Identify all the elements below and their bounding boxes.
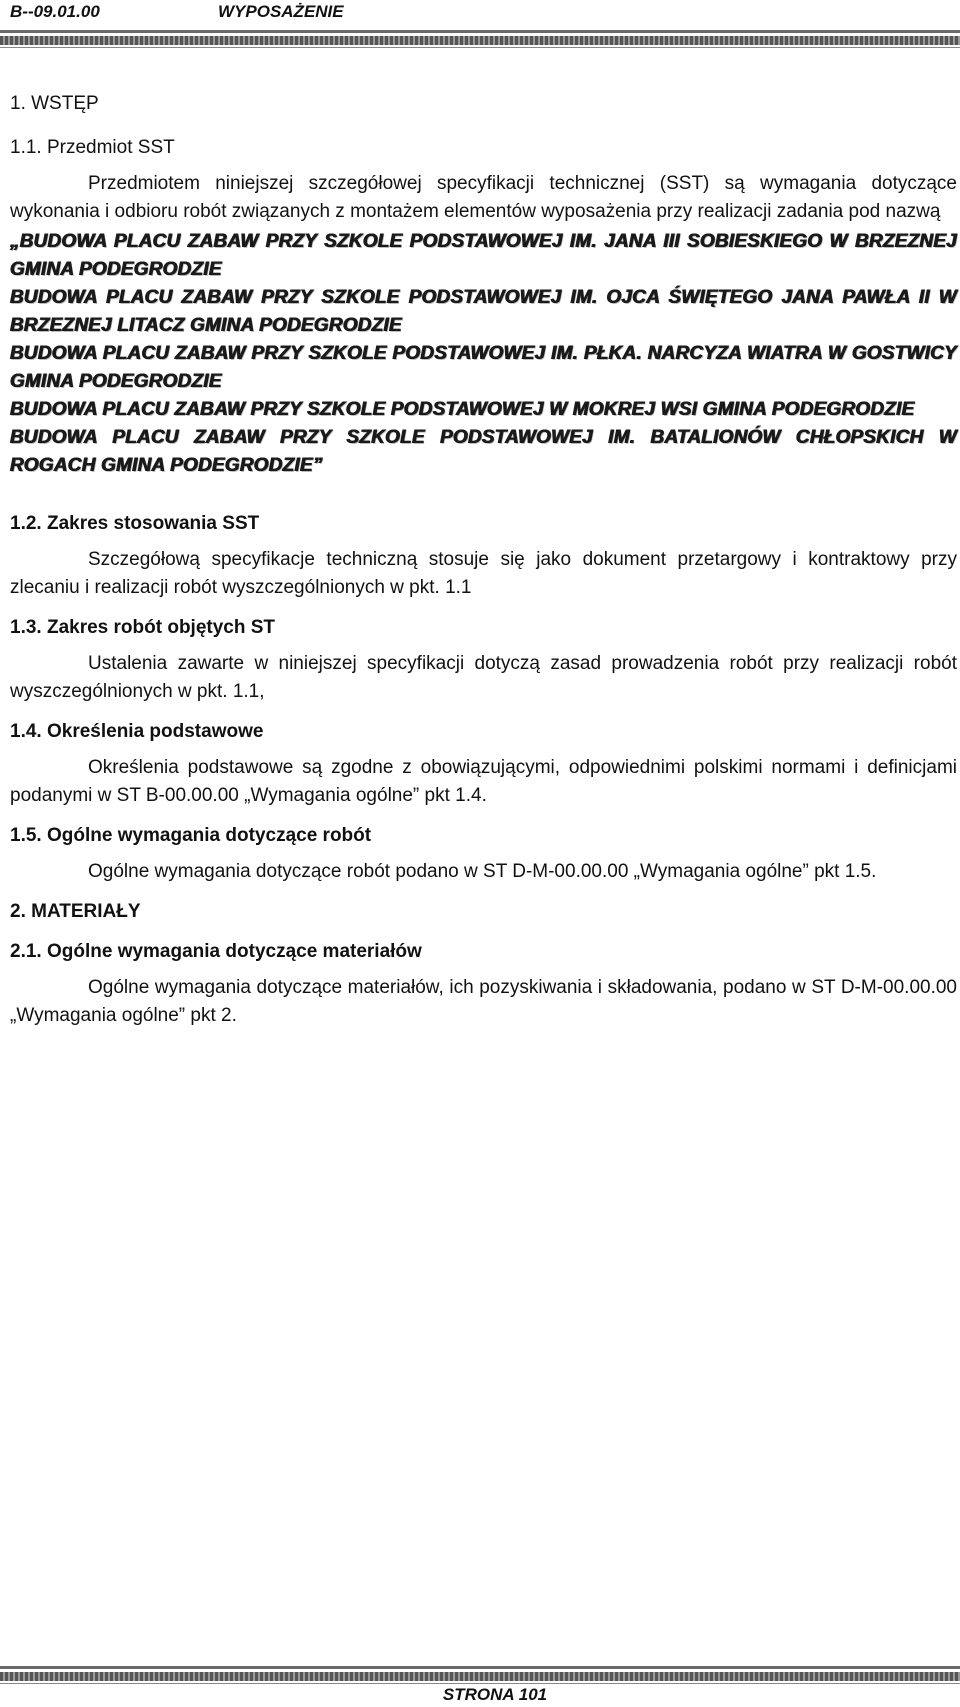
- section-2-heading: 2. MATERIAŁY: [10, 901, 141, 922]
- section-1-1-heading: 1.1. Przedmiot SST: [10, 137, 175, 158]
- footer-rule-hairline: [0, 1683, 960, 1684]
- project-list: [10, 228, 957, 480]
- section-1-3-heading: 1.3. Zakres robót objętych ST: [10, 617, 276, 638]
- section-1-2-text: [10, 546, 957, 602]
- project-item: BUDOWA PLACU ZABAW PRZY SZKOLE PODSTAWOWEJ IM. OJCA ŚWIĘTEGO JANA PAWŁA II W BRZEZNEJ LITACZ GMINA PODEGRODZIE: [10, 287, 957, 336]
- footer-rule-thin: [0, 1666, 960, 1669]
- section-1-2-heading: 1.2. Zakres stosowania SST: [10, 513, 260, 534]
- section-2-1-heading: 2.1. Ogólne wymagania dotyczące materiałów: [10, 941, 422, 962]
- section-1-2-text-content: Szczegółową specyfikacje techniczną stosuje się jako dokument przetargowy i kontraktowy przy zlecaniu i realizacji robót wyszczególnionych w pkt. 1.1: [10, 549, 957, 598]
- section-1-3-text-content: Ustalenia zawarte w niniejszej specyfikacji dotyczą zasad prowadzenia robót przy realizacji robót wyszczególnionych w pkt. 1.1,: [10, 653, 957, 702]
- section-1-4-text: [10, 754, 957, 810]
- spec-code: B--09.01.00: [10, 2, 100, 21]
- section-1-1-text: [10, 170, 957, 226]
- spec-title: WYPOSAŻENIE: [218, 2, 344, 21]
- document-body: [10, 90, 957, 1030]
- section-1-3-text: [10, 650, 957, 706]
- project-item: BUDOWA PLACU ZABAW PRZY SZKOLE PODSTAWOWEJ IM. PŁKA. NARCYZA WIATRA W GOSTWICY GMINA PODEGRODZIE: [10, 343, 957, 392]
- section-1-5-text: [10, 858, 957, 886]
- page-number: STRONA 101: [442, 1685, 548, 1704]
- footer-rule-patterned: [0, 1672, 960, 1681]
- section-1-5-text-content: Ogólne wymagania dotyczące robót podano w ST D-M-00.00.00 „Wymagania ogólne” pkt 1.5.: [88, 861, 877, 882]
- header-rule-thin: [0, 30, 960, 33]
- project-item: BUDOWA PLACU ZABAW PRZY SZKOLE PODSTAWOWEJ W MOKREJ WSI GMINA PODEGRODZIE: [10, 399, 915, 420]
- header-rule-hairline: [0, 47, 960, 48]
- section-1-5-heading: 1.5. Ogólne wymagania dotyczące robót: [10, 825, 372, 846]
- header-rule-patterned: [0, 36, 960, 45]
- section-1-heading: 1. WSTĘP: [10, 93, 99, 114]
- project-item: „BUDOWA PLACU ZABAW PRZY SZKOLE PODSTAWOWEJ IM. JANA III SOBIESKIEGO W BRZEZNEJ GMINA PODEGRODZIE: [10, 231, 957, 280]
- section-2-1-text-content: Ogólne wymagania dotyczące materiałów, ich pozyskiwania i składowania, podano w ST D-M-00.00.00 „Wymagania ogólne” pkt 2.: [10, 977, 957, 1026]
- section-1-4-heading: 1.4. Określenia podstawowe: [10, 721, 264, 742]
- section-2-1-text: [10, 974, 957, 1030]
- section-1-1-text-content: Przedmiotem niniejszej szczegółowej specyfikacji technicznej (SST) są wymagania dotyczące wykonania i odbioru robót związanych z montażem elementów wyposażenia przy realizacji zadania pod nazwą: [10, 173, 957, 222]
- project-item: BUDOWA PLACU ZABAW PRZY SZKOLE PODSTAWOWEJ IM. BATALIONÓW CHŁOPSKICH W ROGACH GMINA PODEGRODZIE”: [10, 427, 957, 476]
- section-1-4-text-content: Określenia podstawowe są zgodne z obowiązującymi, odpowiednimi polskimi normami i definicjami podanymi w ST B-00.00.00 „Wymagania ogólne” pkt 1.4.: [10, 757, 957, 806]
